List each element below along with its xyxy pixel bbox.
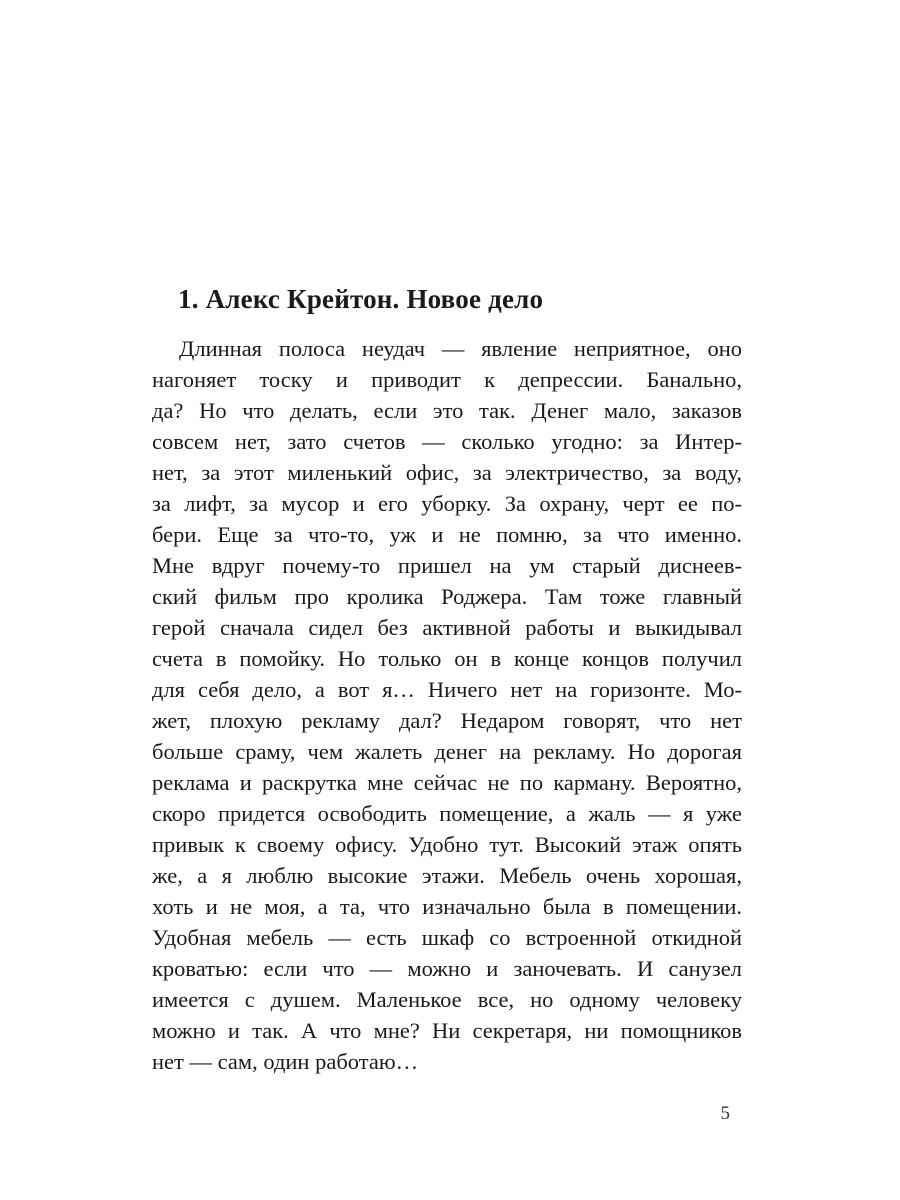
- text-line: герой сначала сидел без активной работы и выкидывал: [152, 615, 742, 640]
- text-line: да? Но что делать, если это так. Денег мало, заказов: [152, 398, 742, 423]
- text-line: счета в помойку. Но только он в конце концов получил: [152, 646, 742, 671]
- text-line: же, а я люблю высокие этажи. Мебель очень хорошая,: [152, 863, 742, 888]
- text-line: привык к своему офису. Удобно тут. Высокий этаж опять: [152, 832, 742, 857]
- text-line: для себя дело, а вот я… Ничего нет на горизонте. Мо-: [152, 677, 742, 702]
- text-line: Мне вдруг почему-то пришел на ум старый диснеев-: [152, 553, 742, 578]
- text-line: можно и так. А что мне? Ни секретаря, ни помощников: [152, 1018, 742, 1043]
- text-line: кроватью: если что — можно и заночевать. И санузел: [152, 956, 742, 981]
- text-line: за лифт, за мусор и его уборку. За охрану, черт ее по-: [152, 491, 742, 516]
- text-line: ский фильм про кролика Роджера. Там тоже главный: [152, 584, 742, 609]
- text-line: Длинная полоса неудач — явление неприятное, оно: [179, 336, 742, 361]
- text-line: хоть и не моя, а та, что изначально была в помещении.: [152, 894, 742, 919]
- text-line: нет — сам, один работаю…: [152, 1049, 419, 1074]
- text-line: жет, плохую рекламу дал? Недаром говорят, что нет: [152, 708, 742, 733]
- text-line: имеется с душем. Маленькое все, но одному человеку: [152, 987, 742, 1012]
- text-line: Удобная мебель — есть шкаф со встроенной откидной: [152, 925, 742, 950]
- text-line: совсем нет, зато счетов — сколько угодно: за Интер-: [152, 429, 742, 454]
- body-text: [152, 333, 742, 1077]
- chapter-title: 1. Алекс Крейтон. Новое дело: [178, 284, 544, 314]
- text-line: бери. Еще за что-то, уж и не помню, за что именно.: [152, 522, 742, 547]
- text-line: нагоняет тоску и приводит к депрессии. Банально,: [152, 367, 742, 392]
- text-line: скоро придется освободить помещение, а жаль — я уже: [152, 801, 742, 826]
- text-line: реклама и раскрутка мне сейчас не по карману. Вероятно,: [152, 770, 742, 795]
- text-line: нет, за этот миленький офис, за электричество, за воду,: [152, 460, 742, 485]
- text-line: больше сраму, чем жалеть денег на рекламу. Но дорогая: [152, 739, 742, 764]
- page-number: 5: [720, 1103, 730, 1124]
